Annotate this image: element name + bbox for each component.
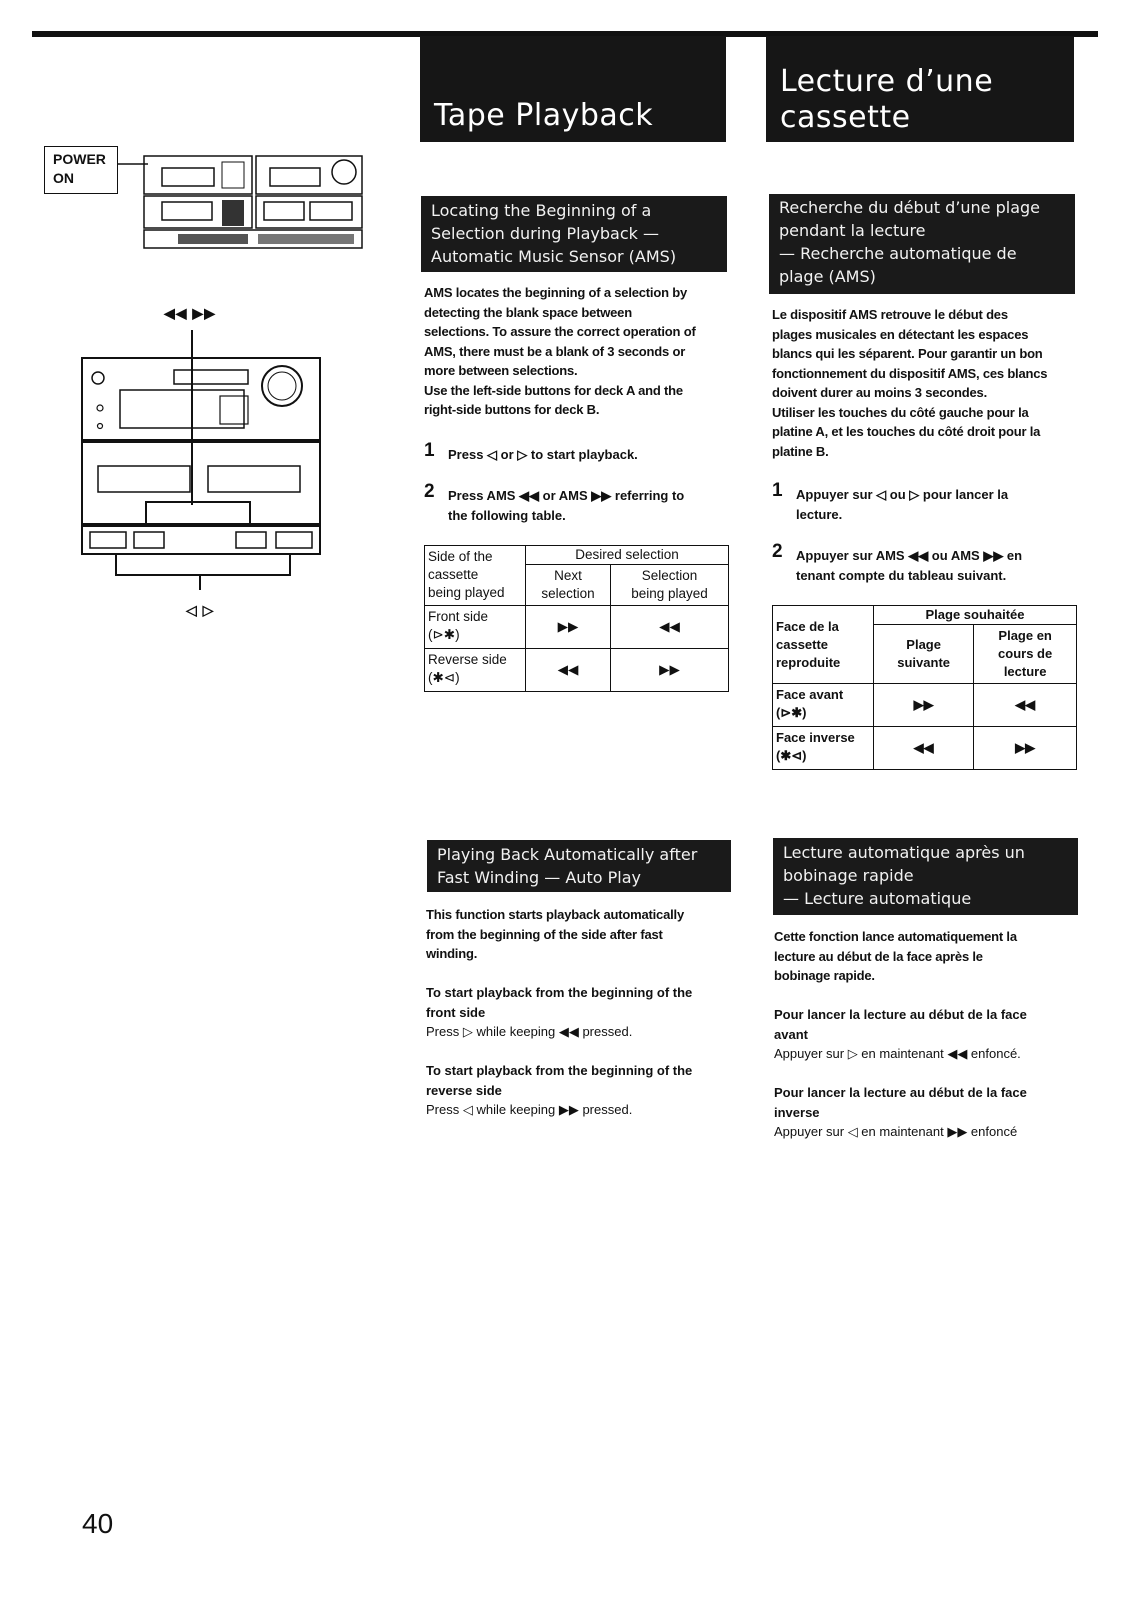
table-cell-side	[425, 649, 526, 692]
french-ams-intro	[772, 305, 1047, 461]
header-line: selection	[541, 586, 595, 601]
english-ams-heading	[421, 196, 727, 272]
step-number: 2	[772, 541, 783, 562]
french-ams-table	[772, 605, 1077, 770]
heading-line: — Recherche automatique de	[779, 244, 1017, 263]
table-cell-next: ◀◀	[526, 649, 611, 692]
english-ams-table	[424, 545, 729, 692]
text-line: doivent durer au moins 3 secondes.	[772, 385, 987, 400]
english-front-side-instruction	[426, 983, 692, 1042]
subheading-line: To start playback from the beginning of the	[426, 985, 693, 1000]
subheading-line: To start playback from the beginning of the	[426, 1063, 693, 1078]
step-number: 1	[424, 440, 435, 461]
instruction-text: Press ▷ while keeping ◀◀ pressed.	[426, 1024, 633, 1039]
table-header-current	[611, 565, 729, 606]
table-row	[773, 684, 1077, 727]
heading-line: Fast Winding — Auto Play	[437, 868, 641, 887]
table-header-next	[874, 625, 974, 684]
page-number: 40	[82, 1508, 114, 1539]
heading-line: bobinage rapide	[783, 866, 914, 885]
text-line: AMS, there must be a blank of 3 seconds or	[424, 343, 686, 359]
text-line: lecture.	[796, 507, 843, 522]
heading-line: Lecture automatique après un	[783, 843, 1025, 862]
text-line: plages musicales en détectant les espaces	[772, 326, 1029, 342]
header-line: being played	[428, 585, 505, 600]
header-line: Next	[554, 568, 582, 583]
table-row	[773, 727, 1077, 770]
table-header-side	[425, 546, 526, 606]
table-header-current	[974, 625, 1077, 684]
french-page-title	[780, 64, 993, 136]
front-side-icon: (⊳✱)	[428, 627, 460, 642]
instruction-text: Appuyer sur ◁ en maintenant ▶▶ enfoncé	[774, 1124, 1018, 1139]
english-ams-intro	[424, 283, 696, 420]
step-number: 1	[772, 480, 783, 501]
table-cell-current: ◀◀	[611, 606, 729, 649]
text-line: Use the left-side buttons for deck A and the	[424, 382, 683, 398]
on-label-line: ON	[53, 170, 74, 186]
text-line: Appuyer sur AMS ◀◀ ou AMS ▶▶ en	[796, 548, 1023, 563]
heading-line: Automatic Music Sensor (AMS)	[431, 247, 677, 266]
power-label-line: POWER	[53, 151, 106, 167]
text-line: tenant compte du tableau suivant.	[796, 568, 1007, 583]
power-on-label	[44, 146, 118, 194]
text-line: selections. To assure the correct operation of	[424, 324, 696, 339]
step-text: Press ◁ or ▷ to start playback.	[448, 447, 638, 462]
french-auto-play-heading	[773, 838, 1078, 915]
header-line: Face de la	[776, 618, 839, 634]
cell-text: Face avant	[776, 687, 844, 702]
table-row	[425, 649, 729, 692]
french-title-line: Lecture d’une	[780, 64, 994, 99]
front-side-icon: (⊳✱)	[776, 705, 807, 720]
subheading-line: front side	[426, 1004, 486, 1020]
french-title-block	[766, 36, 1074, 142]
step-text	[448, 486, 684, 526]
english-auto-play-heading	[427, 840, 731, 892]
header-line: Plage	[906, 637, 941, 652]
text-line: detecting the blank space between	[424, 304, 632, 320]
reverse-side-icon: (✱⊲)	[776, 748, 807, 763]
instruction-text: Appuyer sur ▷ en maintenant ◀◀ enfoncé.	[774, 1046, 1021, 1061]
text-line: right-side buttons for deck B.	[424, 402, 600, 417]
table-cell-side	[425, 606, 526, 649]
table-cell-next: ▶▶	[526, 606, 611, 649]
table-header-side	[773, 606, 874, 684]
text-line: Appuyer sur ◁ ou ▷ pour lancer la	[796, 487, 1009, 502]
text-line: fonctionnement du dispositif AMS, ces blancs	[772, 365, 1048, 381]
subheading-line: inverse	[774, 1104, 820, 1120]
table-cell-current: ◀◀	[974, 684, 1077, 727]
heading-line: plage (AMS)	[779, 267, 876, 286]
french-front-side-instruction	[774, 1005, 1027, 1064]
text-line: Utiliser les touches du côté gauche pour la	[772, 404, 1029, 420]
text-line: platine B.	[772, 443, 829, 459]
table-cell-side	[773, 727, 874, 770]
text-line: platine A, et les touches du côté droit pour la	[772, 424, 1041, 439]
header-line: reproduite	[776, 654, 841, 670]
header-line: being played	[631, 586, 708, 601]
table-header-desired: Plage souhaitée	[874, 606, 1077, 625]
table-cell-current: ▶▶	[974, 727, 1077, 770]
text-line: lecture au début de la face après le	[774, 948, 983, 964]
table-header-desired: Desired selection	[526, 546, 729, 565]
table-cell-next: ◀◀	[874, 727, 974, 770]
heading-line: Playing Back Automatically after	[437, 845, 698, 864]
text-line: Le dispositif AMS retrouve le début des	[772, 307, 1008, 322]
table-row	[425, 606, 729, 649]
play-buttons-label: ◁ ▷	[186, 602, 215, 618]
heading-line: Locating the Beginning of a	[431, 201, 652, 220]
text-line: bobinage rapide.	[774, 968, 875, 983]
text-line: more between selections.	[424, 363, 578, 378]
english-title-block	[420, 36, 726, 142]
cell-text: Face inverse	[776, 730, 855, 745]
cell-text: Reverse side	[428, 652, 507, 667]
table-cell-side	[773, 684, 874, 727]
subheading-line: avant	[774, 1026, 808, 1042]
text-line: This function starts playback automatically	[426, 907, 684, 922]
header-line: lecture	[1003, 664, 1047, 679]
english-reverse-side-instruction	[426, 1061, 692, 1120]
text-line: AMS locates the beginning of a selection by	[424, 285, 687, 300]
header-line: Side of the	[428, 549, 493, 564]
heading-line: — Lecture automatique	[783, 889, 972, 908]
heading-line: pendant la lecture	[779, 221, 926, 240]
subheading-line: Pour lancer la lecture au début de la face	[774, 1085, 1027, 1100]
subheading-line: reverse side	[426, 1082, 502, 1098]
reverse-side-icon: (✱⊲)	[428, 670, 460, 685]
table-cell-current: ▶▶	[611, 649, 729, 692]
table-cell-next: ▶▶	[874, 684, 974, 727]
heading-line: Recherche du début d’une plage	[779, 198, 1041, 217]
text-line: winding.	[426, 946, 478, 961]
text-line: Press AMS ◀◀ or AMS ▶▶ referring to	[448, 488, 685, 503]
text-line: the following table.	[448, 508, 566, 523]
step-number: 2	[424, 481, 435, 502]
ams-buttons-label: ◀◀ ▶▶	[164, 305, 216, 321]
header-line: cassette	[776, 636, 829, 652]
french-reverse-side-instruction	[774, 1083, 1027, 1142]
step-text	[796, 546, 1022, 586]
header-line: cours de	[998, 646, 1053, 661]
header-line: suivante	[897, 655, 951, 670]
instruction-text: Press ◁ while keeping ▶▶ pressed.	[426, 1102, 633, 1117]
text-line: blancs qui les séparent. Pour garantir un bon	[772, 346, 1043, 361]
heading-line: Selection during Playback —	[431, 224, 659, 243]
french-auto-play-intro	[774, 927, 1017, 986]
stereo-system-small-illustration	[118, 150, 366, 256]
subheading-line: Pour lancer la lecture au début de la face	[774, 1007, 1027, 1022]
step-text	[796, 485, 1008, 525]
cassette-deck-illustration	[80, 330, 325, 590]
french-ams-heading	[769, 194, 1075, 294]
cell-text: Front side	[428, 609, 489, 624]
text-line: from the beginning of the side after fast	[426, 926, 663, 942]
table-header-next	[526, 565, 611, 606]
english-page-title: Tape Playback	[434, 98, 654, 133]
french-title-line: cassette	[780, 100, 911, 135]
text-line: Cette fonction lance automatiquement la	[774, 929, 1017, 944]
header-line: Selection	[641, 568, 698, 583]
header-line: Plage en	[998, 628, 1052, 643]
english-auto-play-intro	[426, 905, 684, 964]
header-line: cassette	[428, 567, 479, 582]
